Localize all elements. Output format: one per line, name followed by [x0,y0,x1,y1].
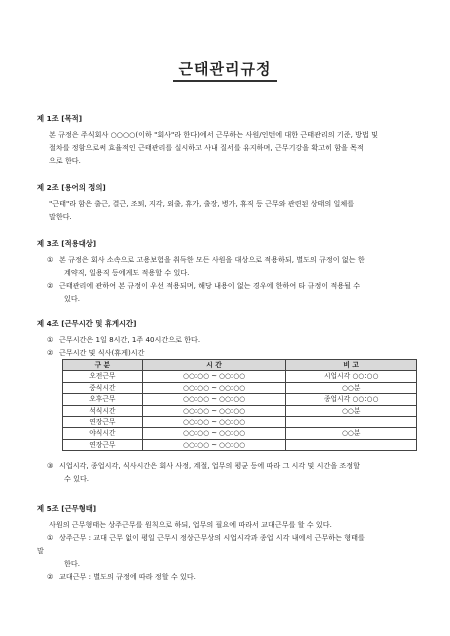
article-4-item-1: ① 근무시간은 1일 8시간, 1주 40시간으로 한다. [47,335,201,344]
article-5-heading: 제 5조 [근무형태] [37,504,97,513]
table-cell [286,417,417,428]
article-3-item-2: ② 근태관리에 관하여 본 규정이 우선 적용되며, 해당 내용이 없는 경우에 한하여 타 규정이 적용될 수 [47,281,361,290]
article-4-item-3-cont: 수 있다. [64,474,90,483]
table-cell: ○○분 [286,382,417,393]
article-1-heading: 제 1조 [목적] [37,114,83,123]
table-row [63,394,417,405]
table-cell: 야식시간 [63,428,143,439]
table-row [63,371,417,382]
article-5-item-2: ② 교대근무 : 별도의 규정에 따라 정할 수 있다. [47,572,196,581]
table-cell: 연장근무 [63,417,143,428]
article-2-line: "근태"라 함은 출근, 결근, 조퇴, 지각, 외출, 휴가, 출장, 병가, 휴직 등 근무와 관련된 상태의 일체를 [49,199,355,208]
table-cell: 종업시각 ○○:○○ [286,394,417,405]
article-3-item-2-cont: 있다. [64,294,80,303]
table-row [63,405,417,416]
table-cell: 오후근무 [63,394,143,405]
table-header-cell: 시 간 [142,360,286,371]
table-cell: ○○분 [286,405,417,416]
article-4-item-2: ② 근무시간 및 식사(휴게)시간 [47,348,145,357]
table-cell: 석식시간 [63,405,143,416]
table-cell: ○○:○○ ~ ○○:○○ [142,439,286,450]
article-4-item-3-block [37,459,360,485]
table-row [63,382,417,393]
article-5-item-1-wrap: 말 [37,546,44,555]
table-cell: ○○분 [286,428,417,439]
table-header-row [63,360,417,371]
table-cell: ○○:○○ ~ ○○:○○ [142,394,286,405]
table-cell: ○○:○○ ~ ○○:○○ [142,371,286,382]
article-5-intro: 사원의 근무형태는 상주근무를 원칙으로 하되, 업무의 필요에 따라서 교대근무를 할 수 있다. [49,520,332,529]
article-1-line: 본 규정은 주식회사 ○○○○(이하 "회사"라 한다)에서 근무하는 사원/인턴에 대한 근태관리의 기준, 방법 및 [49,130,378,139]
table-cell [286,439,417,450]
table-cell: ○○:○○ ~ ○○:○○ [142,417,286,428]
table-row [63,417,417,428]
article-1-line: 으로 한다. [49,156,81,165]
article-4 [37,317,200,359]
article-4-item-3: ③ 시업시각, 종업시각, 식사시간은 회사 사정, 계절, 업무의 평균 등에 따라 그 시각 및 시간을 조정할 [47,461,360,470]
table-row [63,428,417,439]
article-1-line: 절차를 정함으로써 효율적인 근태관리를 실시하고 사내 질서를 유지하며, 근무기강을 확고히 함을 목적 [49,143,364,152]
article-2-line: 말한다. [49,212,72,221]
article-2 [37,181,354,223]
schedule-table [62,359,417,451]
article-3 [37,237,365,305]
table-cell: ○○:○○ ~ ○○:○○ [142,428,286,439]
table-cell: ○○:○○ ~ ○○:○○ [142,382,286,393]
article-3-item-1: ① 본 규정은 회사 소속으로 고용보험을 취득한 모든 사원을 대상으로 적용하되, 별도의 규정이 없는 한 [47,255,365,264]
article-3-item-1-cont: 계약직, 일용직 등에게도 적용할 수 있다. [64,268,190,277]
table-cell: 시업시각 ○○:○○ [286,371,417,382]
table-cell: ○○:○○ ~ ○○:○○ [142,405,286,416]
article-3-heading: 제 3조 [적용대상] [37,239,97,248]
article-5-item-1-cont: 한다. [64,559,80,568]
article-2-heading: 제 2조 [용어의 정의] [37,183,106,192]
table-row [63,439,417,450]
table-cell: 연장근무 [63,439,143,450]
article-5 [37,502,365,583]
article-5-item-1: ① 상주근무 : 교대 근무 없이 평일 근무시 정상근무상의 시업시각과 종업 시각 내에서 근무하는 형태를 [47,533,365,542]
table-header-cell: 구 분 [63,360,143,371]
table-header-cell: 비 고 [286,360,417,371]
table-cell: 오전근무 [63,371,143,382]
table-cell: 중식시간 [63,382,143,393]
document-title: 근태관리규정 [0,58,450,79]
article-4-heading: 제 4조 [근무시간 및 휴게시간] [37,319,137,328]
article-1 [37,112,378,167]
